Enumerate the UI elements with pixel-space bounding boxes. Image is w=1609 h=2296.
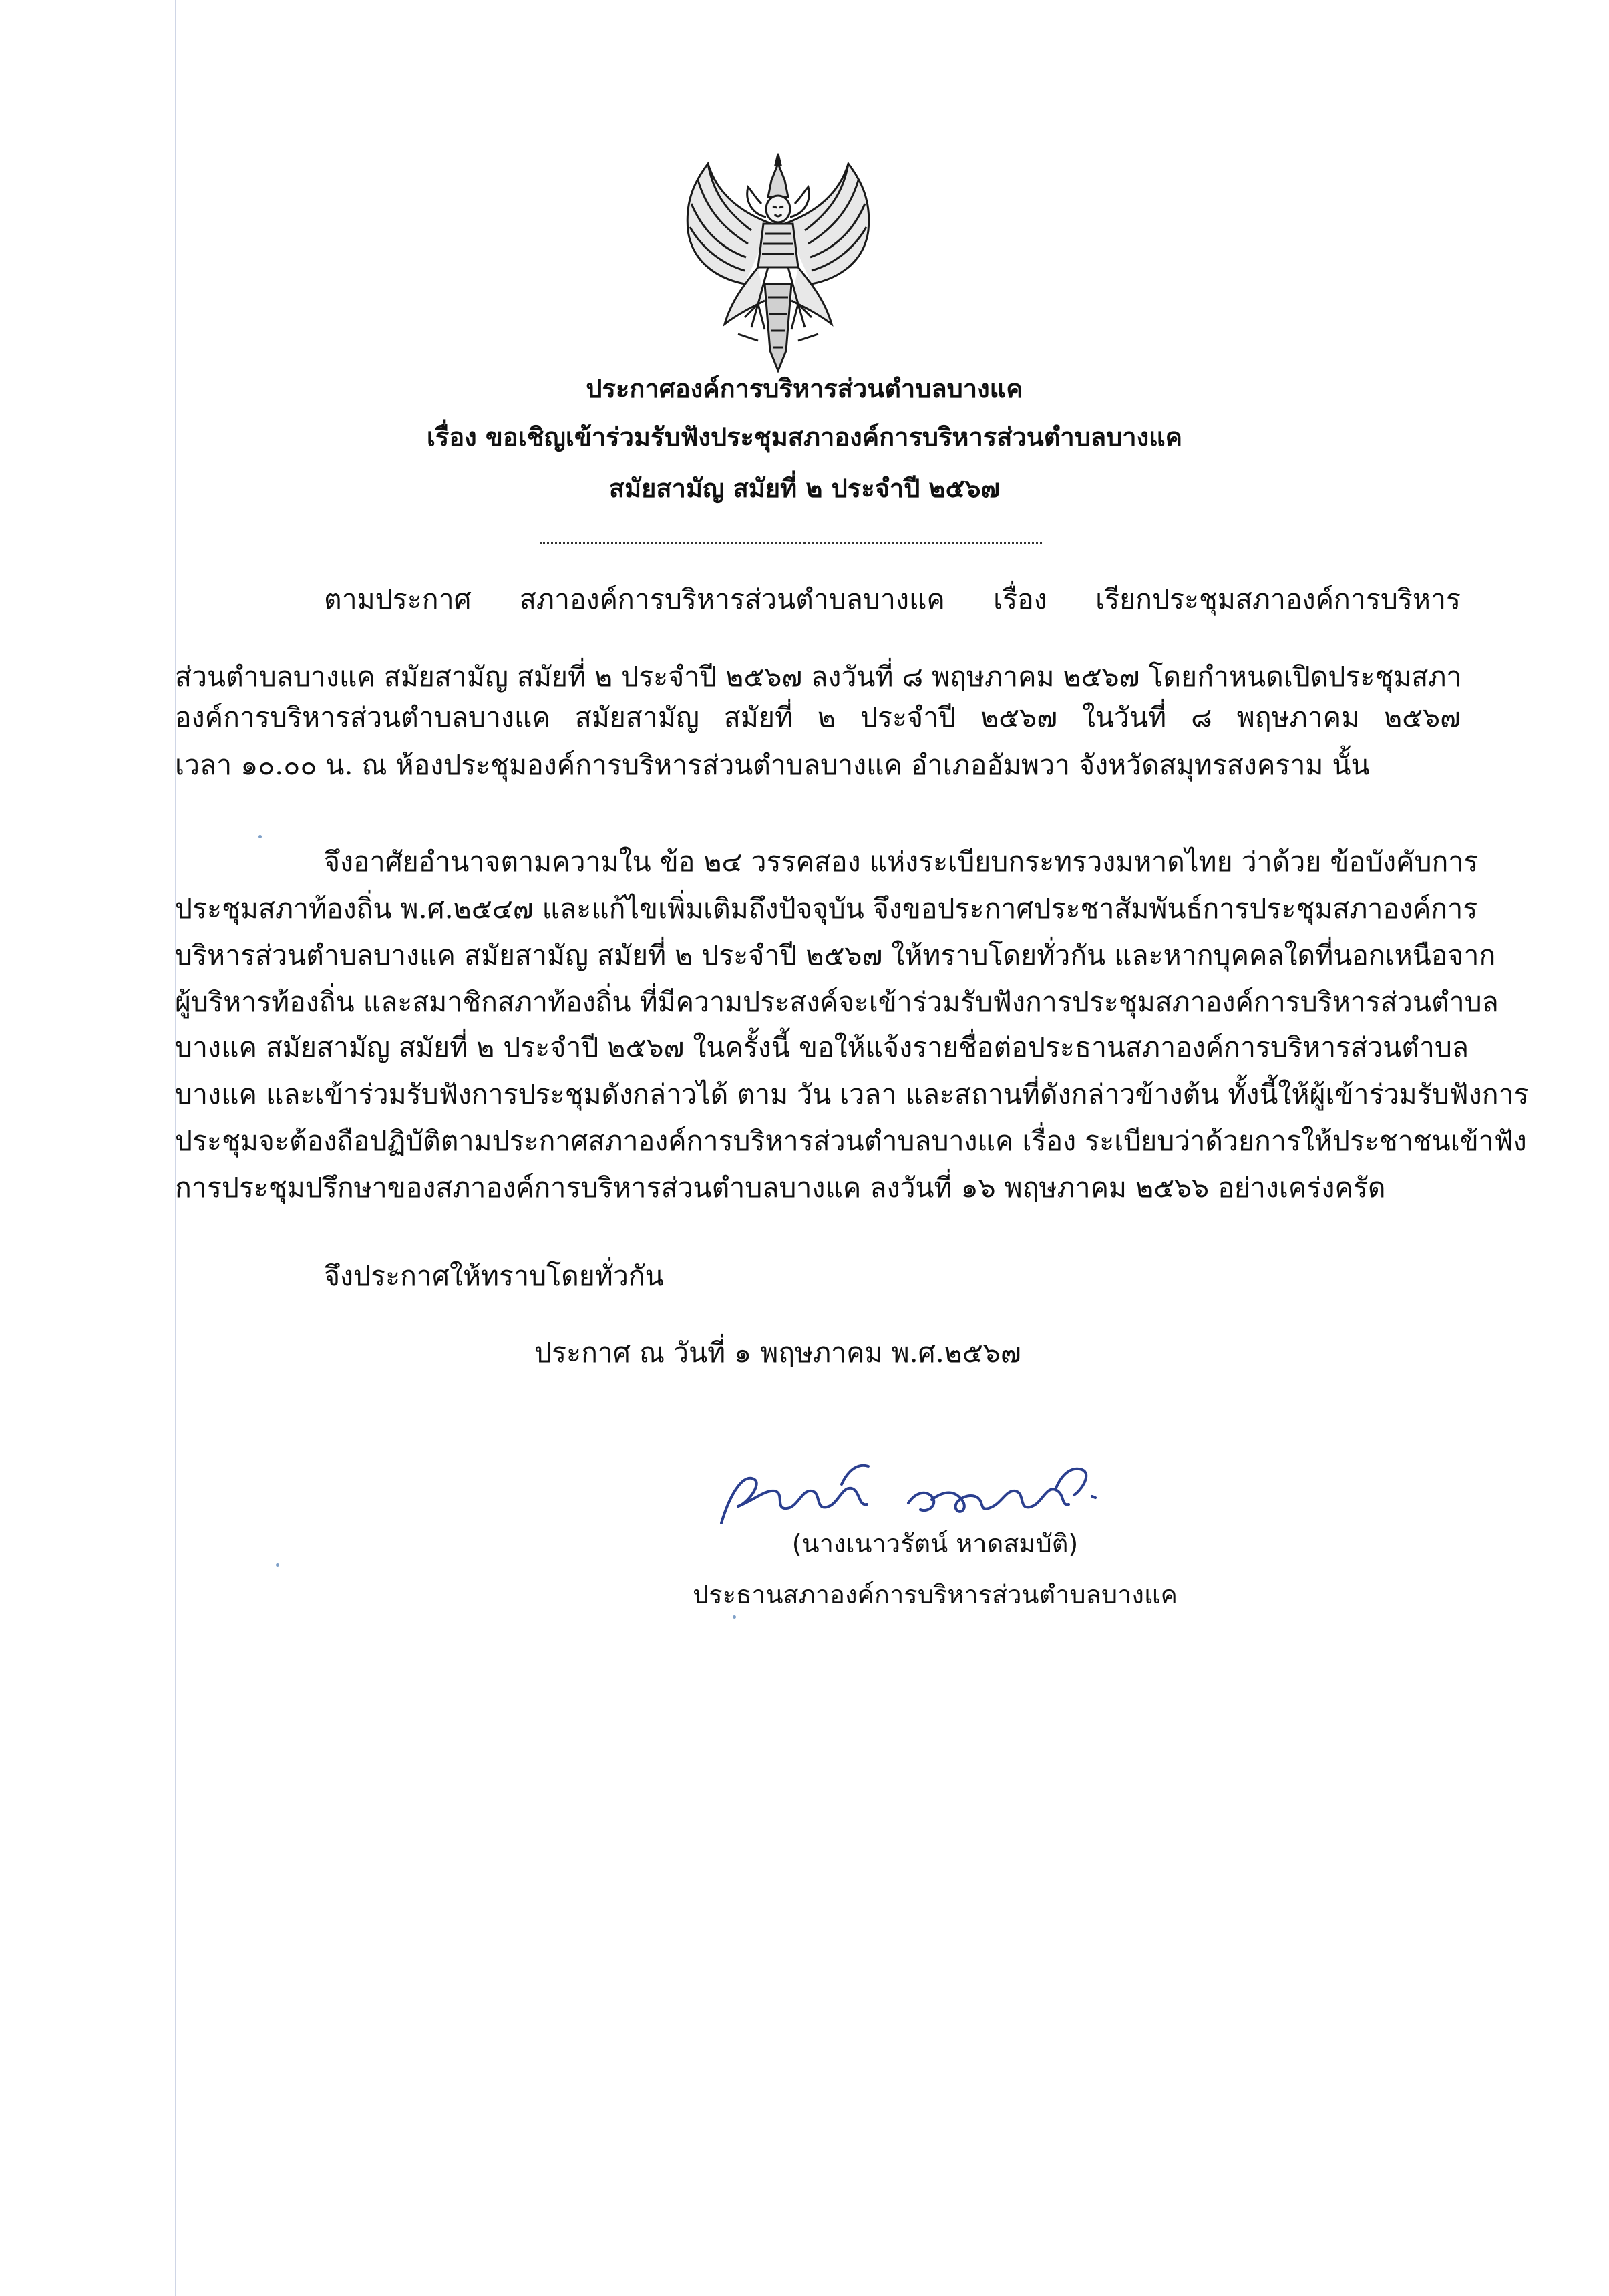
signatory-position: ประธานสภาองค์การบริหารส่วนตำบลบางแค — [693, 1580, 1178, 1609]
announcement-title: ประกาศองค์การบริหารส่วนตำบลบางแค — [586, 374, 1023, 403]
paragraph-1-line: องค์การบริหารส่วนตำบลบางแค สมัยสามัญ สมัยที่ ๒ ประจำปี ๒๕๖๗ ในวันที่ ๘ พฤษภาคม ๒๕๖๗ — [175, 701, 1461, 733]
paragraph-1-line: ตามประกาศ สภาองค์การบริหารส่วนตำบลบางแค เรื่อง เรียกประชุมสภาองค์การบริหาร — [324, 583, 1461, 615]
paragraph-2-line: บางแค และเข้าร่วมรับฟังการประชุมดังกล่าวได้ ตาม วัน เวลา และสถานที่ดังกล่าวข้างต้น ทั้งนี้ให้ผู้เข้าร่วมรับฟังการ — [175, 1078, 1529, 1110]
paragraph-2-line: จึงอาศัยอำนาจตามความใน ข้อ ๒๔ วรรคสอง แห่งระเบียบกระทรวงมหาดไทย ว่าด้วย ข้อบังคับการ — [324, 846, 1479, 878]
paragraph-1-line: ส่วนตำบลบางแค สมัยสามัญ สมัยที่ ๒ ประจำปี ๒๕๖๗ ลงวันที่ ๘ พฤษภาคม ๒๕๖๗ โดยกำหนดเปิดประชุมสภา — [175, 661, 1462, 693]
paragraph-2-line: ประชุมจะต้องถือปฏิบัติตามประกาศสภาองค์การบริหารส่วนตำบลบางแค เรื่อง ระเบียบว่าด้วยการให้ประชาชนเข้าฟัง — [175, 1125, 1527, 1157]
closing-line: จึงประกาศให้ทราบโดยทั่วกัน — [324, 1260, 664, 1292]
paragraph-2-line: การประชุมปรึกษาของสภาองค์การบริหารส่วนตำบลบางแค ลงวันที่ ๑๖ พฤษภาคม ๒๕๖๖ อย่างเคร่งครัด — [175, 1172, 1386, 1204]
paragraph-2-line: ผู้บริหารท้องถิ่น และสมาชิกสภาท้องถิ่น ที่มีความประสงค์จะเข้าร่วมรับฟังการประชุมสภาองค์การบริหารส่วนตำบล — [175, 986, 1499, 1018]
handwritten-signature — [708, 1443, 1102, 1536]
paragraph-2-line: บริหารส่วนตำบลบางแค สมัยสามัญ สมัยที่ ๒ ประจำปี ๒๕๖๗ ให้ทราบโดยทั่วกัน และหากบุคคลใดที่นอกเหนือจาก — [175, 939, 1496, 971]
scan-speck — [258, 835, 262, 838]
signatory-name: (นางเนาวรัตน์ หาดสมบัติ) — [791, 1529, 1079, 1559]
announcement-date: ประกาศ ณ วันที่ ๑ พฤษภาคม พ.ศ.๒๕๖๗ — [534, 1337, 1021, 1369]
garuda-emblem-icon — [671, 150, 885, 377]
paragraph-1-line: เวลา ๑๐.๐๐ น. ณ ห้องประชุมองค์การบริหารส่วนตำบลบางแค อำเภออัมพวา จังหวัดสมุทรสงคราม นั้น — [175, 749, 1370, 781]
paragraph-2-line: บางแค สมัยสามัญ สมัยที่ ๒ ประจำปี ๒๕๖๗ ในครั้งนี้ ขอให้แจ้งรายชื่อต่อประธานสภาองค์การบริหารส่วนตำบล — [175, 1031, 1469, 1063]
session-line: สมัยสามัญ สมัยที่ ๒ ประจำปี ๒๕๖๗ — [608, 474, 1001, 503]
header-divider — [540, 542, 1042, 544]
paragraph-2-line: ประชุมสภาท้องถิ่น พ.ศ.๒๕๔๗ และแก้ไขเพิ่มเติมถึงปัจจุบัน จึงขอประกาศประชาสัมพันธ์การประชุมสภาองค์การ — [175, 892, 1478, 925]
scan-speck — [733, 1615, 736, 1619]
scan-speck — [276, 1563, 279, 1567]
subject-line: เรื่อง ขอเชิญเข้าร่วมรับฟังประชุมสภาองค์การบริหารส่วนตำบลบางแค — [426, 422, 1183, 452]
